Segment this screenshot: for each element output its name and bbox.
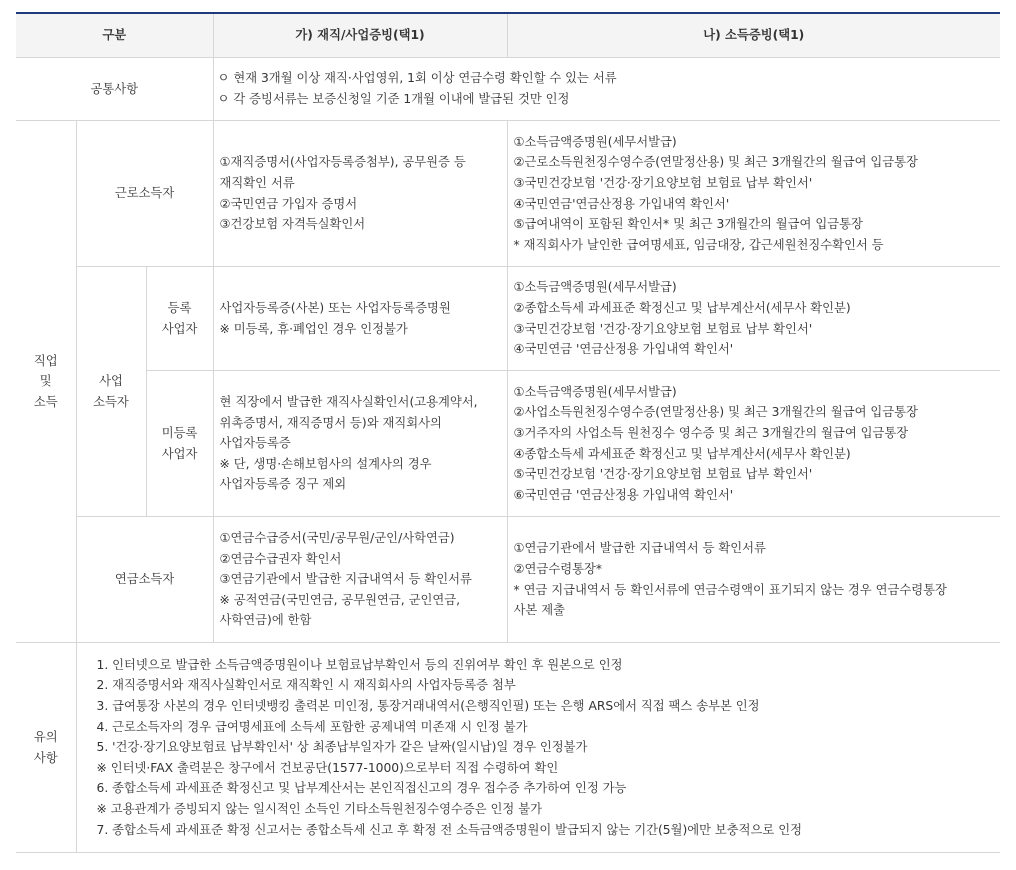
doc-line: ※ 공적연금(국민연금, 공무원연금, 군인연금,: [219, 592, 461, 607]
note-line: 3. 급여통장 사본의 경우 인터넷뱅킹 출력본 미인정, 통장거래내역서(은행직인필) 또는 은행 ARS에서 직접 팩스 송부본 인정: [96, 699, 760, 714]
header-category: 구분: [16, 13, 213, 58]
doc-line: 사업자등록증(사본) 또는 사업자등록증명원: [219, 300, 451, 315]
doc-line: * 재직회사가 날인한 급여명세표, 임금대장, 갑근세원천징수확인서 등: [513, 237, 884, 252]
registered-business-row: [16, 267, 1000, 371]
doc-line: ④종합소득세 과세표준 확정신고 및 납부계산서(세무사 확인분): [513, 446, 851, 461]
unregistered-label-line: 사업자: [161, 446, 198, 461]
note-line: 4. 근로소득자의 경우 급여명세표에 소득세 포함한 공제내역 미존재 시 인정 불가: [96, 719, 528, 734]
business-owner-label: [76, 267, 146, 517]
doc-line: 위촉증명서, 재직증명서 등)와 재직회사의: [219, 415, 442, 430]
document-requirements: [16, 12, 1000, 853]
group-label-line: 및: [39, 374, 52, 389]
wage-earner-employment-docs: [213, 121, 507, 267]
doc-line: ①연금수급증서(국민/공무원/군인/사학연금): [219, 531, 455, 546]
unregistered-employment-docs: [213, 371, 507, 517]
common-content: [213, 58, 1000, 121]
doc-line: ②종합소득세 과세표준 확정신고 및 납부계산서(세무사 확인분): [513, 300, 851, 315]
doc-line: ④국민연금 '연금산정용 가입내역 확인서': [513, 342, 734, 357]
notes-row: [16, 643, 1000, 853]
group-label-line: 소득: [33, 394, 58, 409]
unregistered-business-row: [16, 371, 1000, 517]
doc-line: ②국민연금 가입자 증명서: [219, 196, 358, 211]
wage-earner-label: 근로소득자: [76, 121, 213, 267]
unregistered-label-line: 미등록: [161, 425, 198, 440]
doc-line: ②연금수급권자 확인서: [219, 551, 342, 566]
registered-income-docs: [507, 267, 1000, 371]
note-line: 6. 종합소득세 과세표준 확정신고 및 납부계산서는 본인직접신고의 경우 접수증 추가하여 인정 가능: [96, 781, 627, 796]
doc-line: ①소득금액증명원(세무서발급): [513, 134, 677, 149]
table-header-row: [16, 13, 1000, 58]
doc-line: ③거주자의 사업소득 원천징수 영수증 및 최근 3개월간의 월급여 입금통장: [513, 425, 909, 440]
common-line: ㅇ 현재 3개월 이상 재직·사업영위, 1회 이상 연금수령 확인할 수 있는 서류: [217, 71, 617, 86]
registered-business-label: [146, 267, 213, 371]
note-line: ※ 고용관계가 증빙되지 않는 일시적인 소득인 기타소득원천징수영수증은 인정 불가: [96, 801, 542, 816]
wage-earner-income-docs: [507, 121, 1000, 267]
doc-line: ③건강보험 자격득실확인서: [219, 217, 366, 232]
group-label-line: 직업: [33, 353, 58, 368]
pension-employment-docs: [213, 517, 507, 643]
doc-line: 사업자등록증: [219, 436, 291, 451]
common-line: ㅇ 각 증빙서류는 보증신청일 기준 1개월 이내에 발급된 것만 인정: [217, 92, 570, 106]
doc-line: ①소득금액증명원(세무서발급): [513, 384, 677, 399]
unregistered-business-label: [146, 371, 213, 517]
doc-line: ④국민연금'연금산정용 가입내역 확인서': [513, 196, 730, 211]
doc-line: 사학연금)에 한함: [219, 613, 312, 628]
common-label: 공통사항: [16, 58, 213, 121]
business-label-line: 소득자: [93, 394, 129, 409]
doc-line: ⑤국민건강보험 '건강·장기요양보험 보험료 납부 확인서': [513, 467, 813, 482]
pension-income-docs: [507, 517, 1000, 643]
pension-earner-row: [16, 517, 1000, 643]
doc-line: 재직확인 서류: [219, 175, 295, 190]
doc-line: * 연금 지급내역서 등 확인서류에 연금수령액이 표기되지 않는 경우 연금수령통장: [513, 582, 947, 597]
notes-label-line: 유의: [33, 729, 58, 744]
doc-line: 현 직장에서 발급한 재직사실확인서(고용계약서,: [219, 395, 478, 410]
doc-line: ※ 단, 생명·손해보험사의 설계사의 경우: [219, 456, 432, 471]
notes-label: [16, 643, 76, 853]
requirements-table: [16, 12, 1000, 853]
doc-line: ②근로소득원천징수영수증(연말정산용) 및 최근 3개월간의 월급여 입금통장: [513, 155, 918, 170]
unregistered-income-docs: [507, 371, 1000, 517]
notes-content: [76, 643, 1000, 853]
header-income-proof: 나) 소득증빙(택1): [507, 13, 1000, 58]
doc-line: ①소득금액증명원(세무서발급): [513, 280, 677, 295]
doc-line: 사업자등록증 징구 제외: [219, 477, 347, 492]
doc-line: ③연금기관에서 발급한 지급내역서 등 확인서류: [219, 572, 472, 587]
note-line: 5. '건강·장기요양보험료 납부확인서' 상 최종납부일자가 같은 날짜(일시납)일 경우 인정불가: [96, 740, 588, 755]
doc-line: ③국민건강보험 '건강·장기요양보험 보험료 납부 확인서': [513, 175, 813, 190]
doc-line: ②사업소득원천징수영수증(연말정산용) 및 최근 3개월간의 월급여 입금통장: [513, 405, 918, 420]
note-line: 1. 인터넷으로 발급한 소득금액증명원이나 보험료납부확인서 등의 진위여부 확인 후 원본으로 인정: [96, 657, 623, 672]
note-line: 7. 종합소득세 과세표준 확정 신고서는 종합소득세 신고 후 확정 전 소득금액증명원이 발급되지 않는 기간(5월)에만 보충적으로 인정: [96, 822, 802, 837]
doc-line: ①재직증명서(사업자등록증첨부), 공무원증 등: [219, 155, 466, 170]
pension-earner-label: 연금소득자: [76, 517, 213, 643]
note-line: ※ 인터넷·FAX 출력분은 창구에서 건보공단(1577-1000)으로부터 직접 수령하여 확인: [96, 760, 559, 775]
doc-line: ①연금기관에서 발급한 지급내역서 등 확인서류: [513, 541, 766, 556]
business-label-line: 사업: [99, 373, 123, 388]
note-line: 2. 재직증명서와 재직사실확인서로 재직확인 시 재직회사의 사업자등록증 첨부: [96, 678, 516, 693]
registered-label-line: 사업자: [161, 321, 198, 336]
notes-label-line: 사항: [33, 750, 58, 765]
doc-line: ⑤급여내역이 포함된 확인서* 및 최근 3개월간의 월급여 입금통장: [513, 217, 863, 232]
registered-employment-docs: [213, 267, 507, 371]
job-income-group-label: [16, 121, 76, 643]
doc-line: ※ 미등록, 휴·폐업인 경우 인정불가: [219, 321, 408, 336]
doc-line: 사본 제출: [513, 603, 565, 618]
wage-earner-row: [16, 121, 1000, 267]
doc-line: ②연금수령통장*: [513, 561, 602, 576]
doc-line: ③국민건강보험 '건강·장기요양보험 보험료 납부 확인서': [513, 321, 813, 336]
common-row: [16, 58, 1000, 121]
registered-label-line: 등록: [167, 300, 192, 315]
header-employment-proof: 가) 재직/사업증빙(택1): [213, 13, 507, 58]
doc-line: ⑥국민연금 '연금산정용 가입내역 확인서': [513, 487, 734, 502]
